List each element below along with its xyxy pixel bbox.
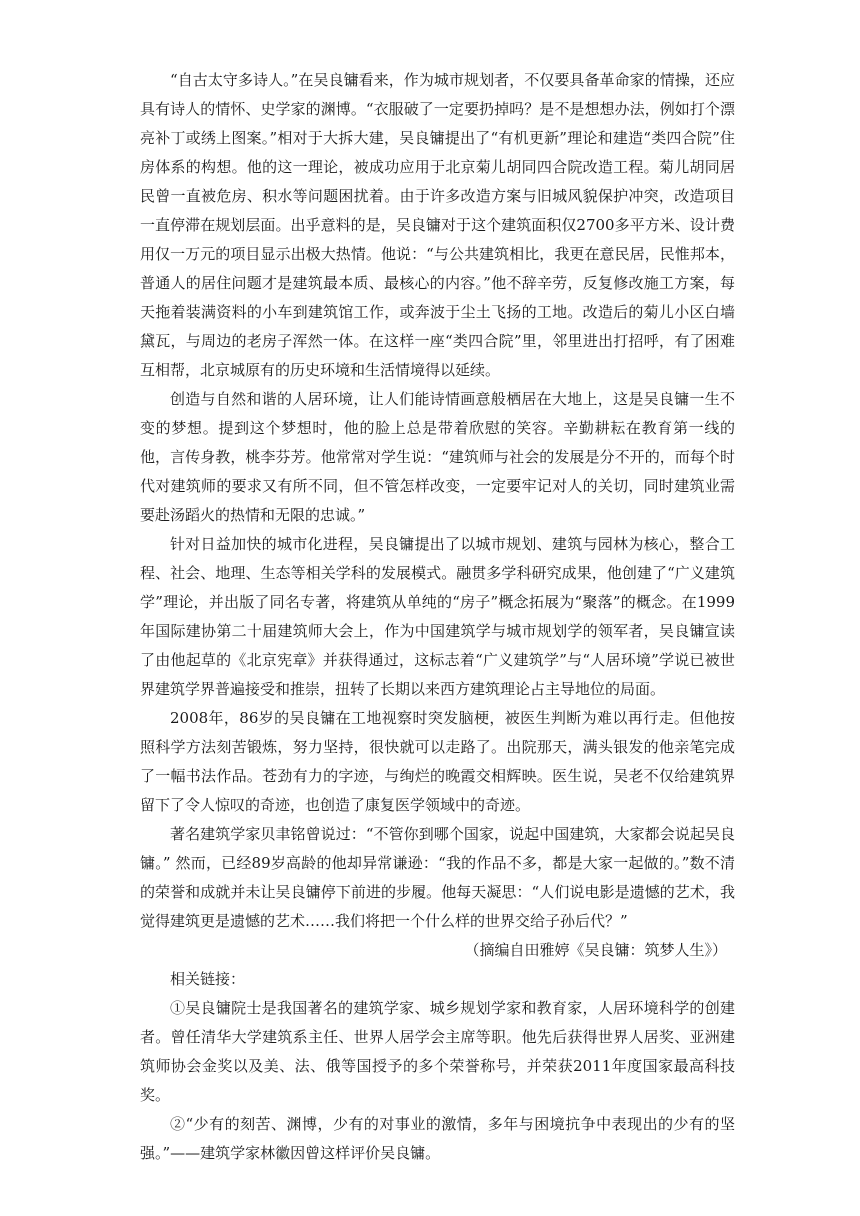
- paragraph-2: 创造与自然和谐的人居环境，让人们能诗情画意般栖居在大地上，这是吴良镛一生不变的梦想。提到这个梦想时，他的脸上总是带着欣慰的笑容。辛勤耕耘在教育第一线的他，言传身教，桃李芬芳。他常常对学生说：“建筑师与社会的发展是分不开的，而每个时代对建筑师的要求又有所不同，但不管怎样改变，一定要牢记对人的关切，同时建筑业需要赴汤蹈火的热情和无限的忠诚。”: [140, 390, 735, 524]
- paragraph-1: “自古太守多诗人。”在吴良镛看来，作为城市规划者，不仅要具备革命家的情操，还应具有诗人的情怀、史学家的渊博。“衣服破了一定要扔掉吗？是不是想想办法，例如打个漂亮补丁或绣上图案。”相对于大拆大建，吴良镛提出了“有机更新”理论和建造“类四合院”住房体系的构想。他的这一理论，被成功应用于北京菊儿胡同四合院改造工程。菊儿胡同居民曾一直被危房、积水等问题困扰着。由于许多改造方案与旧城风貌保护冲突，改造项目一直停滞在规划层面。出乎意料的是，吴良镛对于这个建筑面积仅2700多平方米、设计费用仅一万元的项目显示出极大热情。他说：“与公共建筑相比，我更在意民居，民惟邦本，普通人的居住问题才是建筑最本质、最核心的内容。”他不辞辛劳，反复修改施工方案，每天拖着装满资料的小车到建筑馆工作，或奔波于尘土飞扬的工地。改造后的菊儿小区白墙黛瓦，与周边的老房子浑然一体。在这样一座“类四合院”里，邻里进出打招呼，有了困难互相帮，北京城原有的历史环境和生活情境得以延续。: [140, 71, 735, 379]
- paragraph-3: 针对日益加快的城市化进程，吴良镛提出了以城市规划、建筑与园林为核心，整合工程、社会、地理、生态等相关学科的发展模式。融贯多学科研究成果，他创建了“广义建筑学”理论，并出版了同名专著，将建筑从单纯的“房子”概念拓展为“聚落”的概念。在1999年国际建协第二十届建筑师大会上，作为中国建筑学与城市规划学的领军者，吴良镛宣读了由他起草的《北京宪章》并获得通过，这标志着“广义建筑学”与“人居环境”学说已被世界建筑学界普遍接受和推崇，扭转了长期以来西方建筑理论占主导地位的局面。: [140, 535, 735, 698]
- paragraph-4: 2008年，86岁的吴良镛在工地视察时突发脑梗，被医生判断为难以再行走。但他按照科学方法刻苦锻炼，努力坚持，很快就可以走路了。出院那天，满头银发的他亲笔完成了一幅书法作品。苍劲有力的字迹，与绚烂的晚霞交相辉映。医生说，吴老不仅给建筑界留下了令人惊叹的奇迹，也创造了康复医学领域中的奇迹。: [140, 709, 735, 814]
- article-body: [140, 66, 735, 1168]
- related-link-2: ②“少有的刻苦、渊博，少有的对事业的激情，多年与困境抗争中表现出的少有的坚强。”——建筑学家林徽因曾这样评价吴良镛。: [140, 1115, 735, 1162]
- related-links-heading: 相关链接：: [170, 970, 246, 988]
- related-link-1: ①吴良镛院士是我国著名的建筑学家、城乡规划学家和教育家，人居环境科学的创建者。曾任清华大学建筑系主任、世界人居学会主席等职。他先后获得世界人居奖、亚洲建筑师协会金奖以及美、法、俄等国授予的多个荣誉称号，并荣获2011年度国家最高科技奖。: [140, 999, 735, 1104]
- paragraph-5: 著名建筑学家贝聿铭曾说过：“不管你到哪个国家，说起中国建筑，大家都会说起吴良镛。” 然而，已经89岁高龄的他却异常谦逊：“我的作品不多，都是大家一起做的。”数不清的荣誉和成就并未让吴良镛停下前进的步履。他每天凝思：“人们说电影是遗憾的艺术，我觉得建筑更是遗憾的艺术……我们将把一个什么样的世界交给子孙后代？”: [140, 825, 735, 930]
- source-citation: （摘编自田雅婷《吴良镛：筑梦人生》）: [464, 941, 727, 959]
